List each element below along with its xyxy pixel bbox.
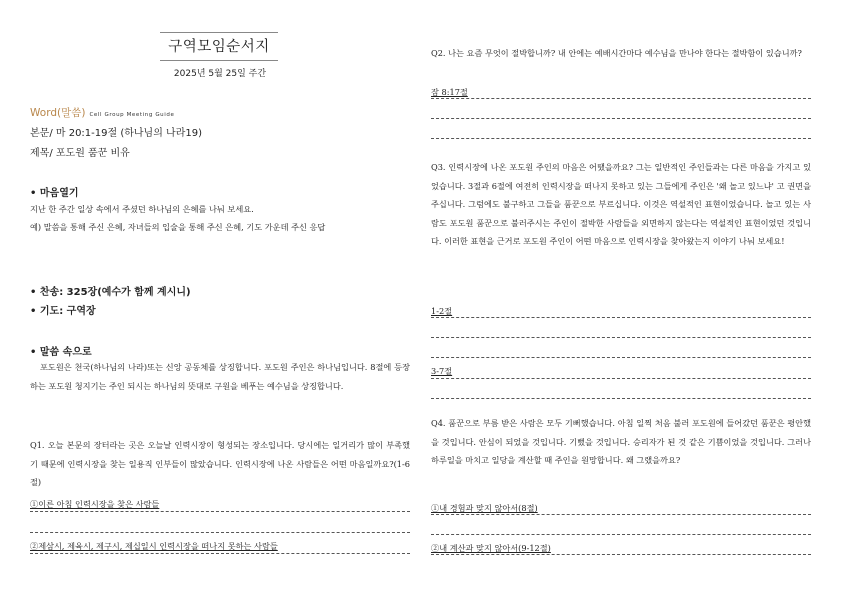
answer-line — [431, 514, 811, 515]
word-section-heading: • 말씀 속으로 — [30, 347, 92, 358]
answer-line — [30, 532, 410, 533]
prayer: • 기도: 구역장 — [30, 306, 96, 317]
word-label: Word(말씀) — [30, 107, 86, 119]
answer-line — [431, 138, 811, 139]
q2-reference: 잠 8:17절 — [431, 87, 468, 97]
answer-line — [431, 118, 811, 119]
word-heading — [30, 105, 174, 120]
answer-line — [30, 511, 410, 512]
answer-line — [431, 534, 811, 535]
answer-line — [30, 553, 410, 554]
q4-answer-2: ②내 계산과 맞지 않아서(9-12절) — [431, 543, 551, 553]
q1-answer-2: ②제삼시, 제육시, 제구시, 제십일시 인력시장을 떠나지 못하는 사람들 — [30, 541, 278, 551]
question-3: Q3. 인력시장에 나온 포도원 주인의 마음은 어땠을까요? 그는 일반적인 주인들과는 다른 마음을 가지고 있었습니다. 3절과 6절에 여전히 인력시장을 떠나지 못하고 있는 그들에게 주인은 '왜 놀고 있느냐' 고 권면을 주십니다. 그럼에도 불구하고 그들을 품꾼으로 부르십니다. 이것은 역설적인 표현이었습니다. 놀고 있는 사람도 포도원 품꾼으로 불러주시는 주인이 절박한 사람들을 외면하지 않는다는 역설적인 표현이었던 것입니다. 이러한 표현을 근거로 포도원 주인이 어떤 마음으로 인력시장을 찾아왔는지 이야기 나눠 보세요! — [431, 162, 811, 246]
sermon-title: 제목/ 포도원 품꾼 비유 — [30, 148, 130, 159]
opening-line1: 지난 한 주간 일상 속에서 주셨던 하나님의 은혜를 나눠 보세요. — [30, 204, 254, 214]
answer-line — [431, 337, 811, 338]
word-section-body: 포도원은 천국(하나님의 나라)또는 신앙 공동체를 상징합니다. 포도원 주인은 하나님입니다. 8절에 등장하는 포도원 청지기는 주인 되시는 하나님의 뜻대로 구원을 베푸는 예수님을 상징합니다. — [30, 362, 410, 391]
opening-line2: 예) 말씀을 통해 주신 은혜, 자녀들의 입술을 통해 주신 은혜, 기도 가운데 주신 응답 — [30, 222, 326, 232]
answer-line — [431, 317, 811, 318]
q4-answer-1: ①내 경험과 맞지 않아서(8절) — [431, 503, 538, 513]
page-title: 구역모임순서지 — [160, 32, 278, 61]
question-2: Q2. 나는 요즘 무엇이 절박합니까? 내 안에는 예배시간마다 예수님을 만나야 한다는 절박함이 있습니까? — [431, 48, 802, 58]
answer-line — [431, 357, 811, 358]
question-4: Q4. 품꾼으로 부름 받은 사람은 모두 기뻐했습니다. 아침 일찍 처음 불러 포도원에 들어갔던 품꾼은 평안했을 것입니다. 안심이 되었을 것입니다. 기뻤을 것입니다. 승리자가 된 것 같은 기쁨이었을 것입니다. 그러나 하루일을 마치고 일당을 계산할 때 주인을 원망합니다. 왜 그랬을까요? — [431, 418, 811, 465]
question-1: Q1. 오늘 본문의 장터라는 곳은 오늘날 인력시장이 형성되는 장소입니다. 당시에는 일거리가 많이 부족했기 때문에 인력시장을 찾는 일용직 인부들이 많았습니다. 인력시장에 나온 사람들은 어떤 마음일까요?(1-6절) — [30, 440, 410, 487]
hymn: • 찬송: 325장(예수가 함께 계시니) — [30, 287, 191, 298]
answer-line — [431, 398, 811, 399]
opening-heading: • 마음열기 — [30, 188, 79, 199]
word-guide: Cell Group Meeting Guide — [89, 112, 175, 118]
answer-line — [431, 98, 811, 99]
answer-line — [431, 378, 811, 379]
week-date: 2025년 5월 25일 주간 — [173, 69, 267, 79]
q3-reference-1: 1-2절 — [431, 306, 453, 316]
scripture-reference: 본문/ 마 20:1-19절 (하나님의 나라19) — [30, 128, 203, 139]
q1-answer-1: ①이른 아침 인력시장을 찾은 사람들 — [30, 499, 160, 509]
q3-reference-2: 3-7절 — [431, 366, 453, 376]
answer-line — [431, 554, 811, 555]
